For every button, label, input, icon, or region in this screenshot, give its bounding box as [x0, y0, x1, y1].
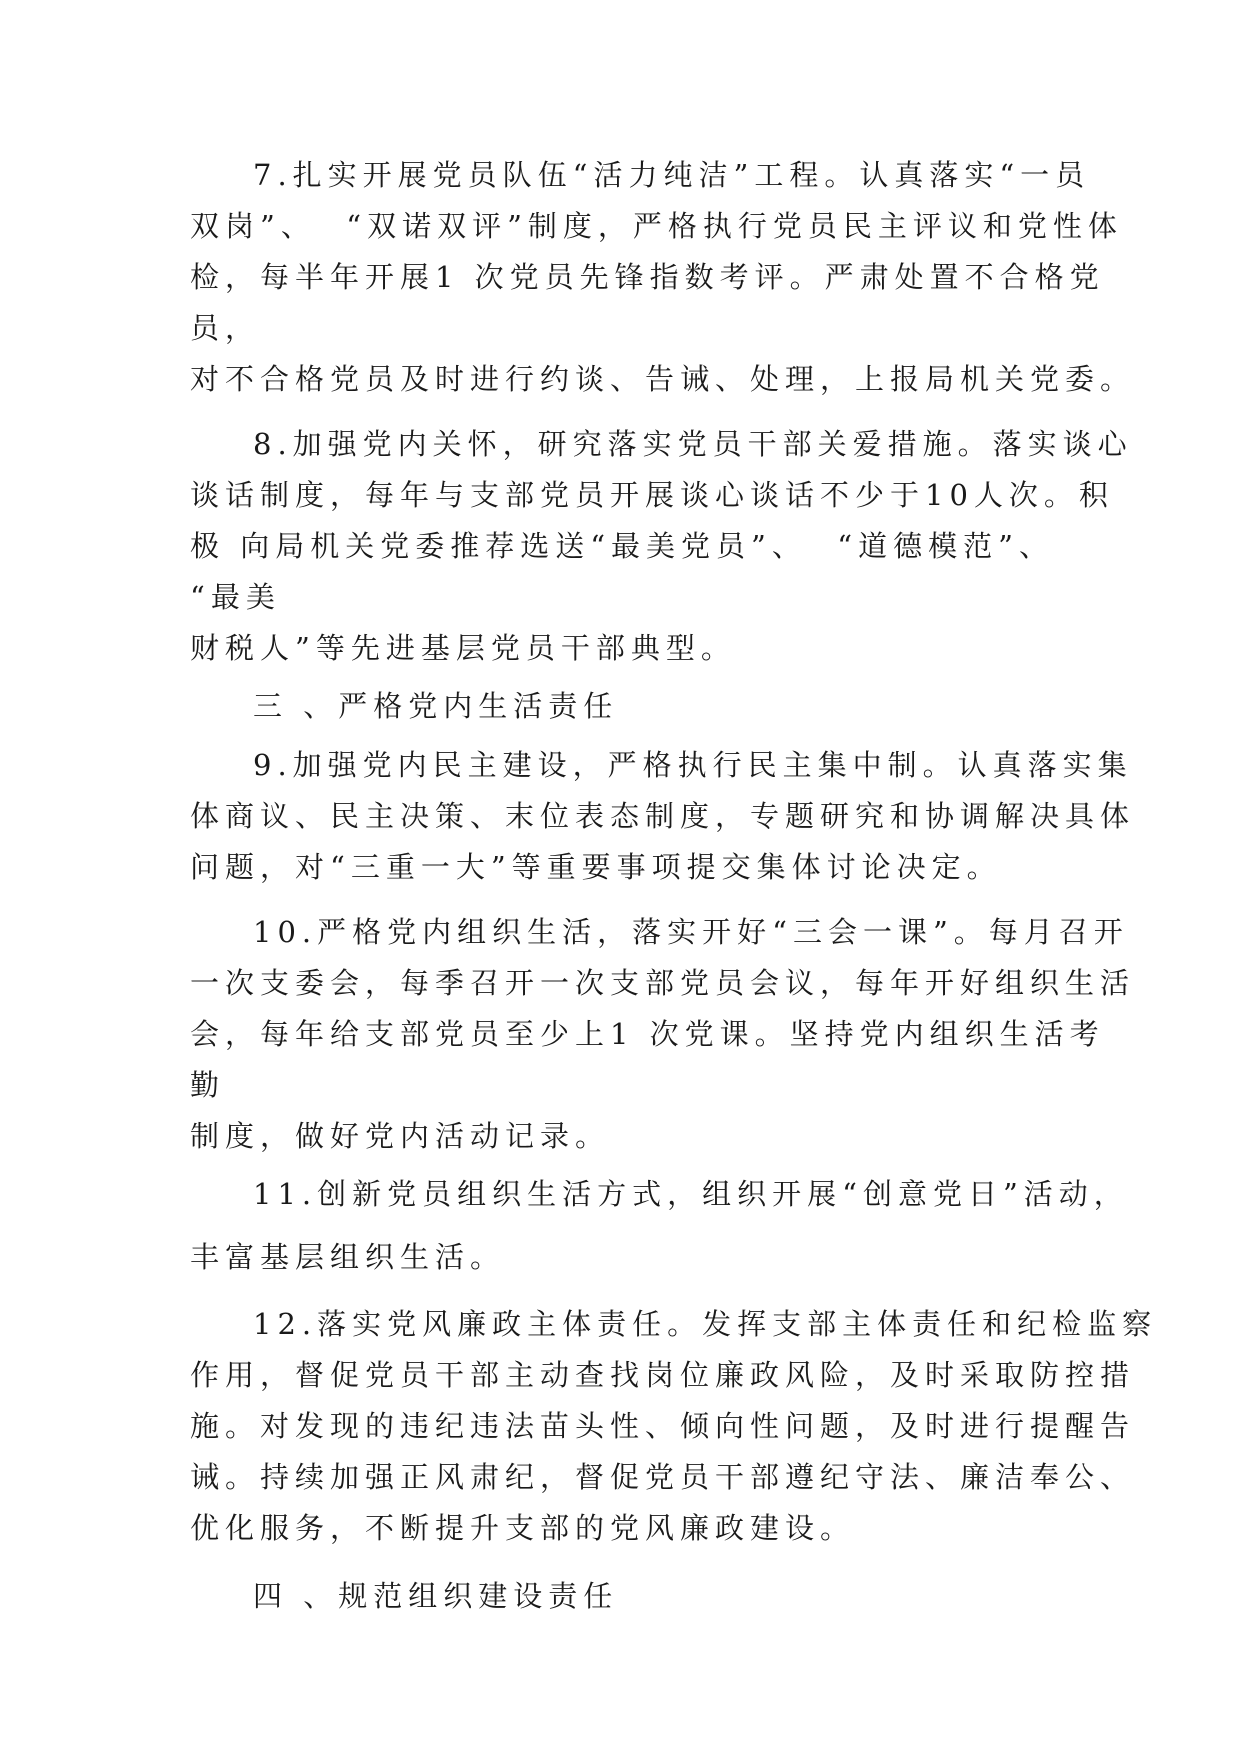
paragraph-9-line-3: 问题，对“三重一大”等重要事项提交集体讨论决定。 [190, 850, 1002, 884]
paragraph-9-line-1: 9.加强党内民主建设，严格执行民主集中制。认真落实集 [253, 748, 1133, 782]
paragraph-7-line-2: 双岗”、 “双诺双评”制度，严格执行党员民主评议和党性体 [190, 209, 1123, 243]
paragraph-8-line-3: 极 向局机关党委推荐选送“最美党员”、 “道德模范”、 [190, 529, 1054, 563]
paragraph-10-line-5: 制度，做好党内活动记录。 [190, 1119, 611, 1153]
paragraph-8-line-1: 8.加强党内关怀，研究落实党员干部关爱措施。落实谈心 [253, 427, 1133, 461]
paragraph-12-line-5: 优化服务，不断提升支部的党风廉政建设。 [190, 1511, 856, 1545]
paragraph-7-line-4: 员， [190, 311, 261, 345]
paragraph-8-line-5: 财税人”等先进基层党员干部典型。 [190, 631, 736, 665]
paragraph-10-line-4: 勤 [190, 1068, 226, 1102]
paragraph-8-line-2: 谈话制度，每年与支部党员开展谈心谈话不少于10人次。积 [190, 478, 1114, 512]
paragraph-9-line-2: 体商议、民主决策、末位表态制度，专题研究和协调解决具体 [190, 799, 1136, 833]
paragraph-8-line-4: “最美 [190, 580, 281, 614]
paragraph-12-line-3: 施。对发现的违纪违法苗头性、倾向性问题，及时进行提醒告 [190, 1409, 1136, 1443]
paragraph-12-line-1: 12.落实党风廉政主体责任。发挥支部主体责任和纪检监察 [253, 1307, 1158, 1341]
paragraph-7-line-5: 对不合格党员及时进行约谈、告诫、处理，上报局机关党委。 [190, 362, 1136, 396]
paragraph-10-line-3: 会，每年给支部党员至少上1 次党课。坚持党内组织生活考 [190, 1017, 1105, 1051]
section-heading-4: 四 、规范组织建设责任 [253, 1579, 619, 1613]
paragraph-7-line-3: 检，每半年开展1 次党员先锋指数考评。严肃处置不合格党 [190, 260, 1105, 294]
paragraph-12-line-2: 作用，督促党员干部主动查找岗位廉政风险，及时采取防控措 [190, 1358, 1136, 1392]
paragraph-10-line-2: 一次支委会，每季召开一次支部党员会议，每年开好组织生活 [190, 966, 1136, 1000]
paragraph-11-line-2: 丰富基层组织生活。 [190, 1240, 506, 1274]
section-heading-3: 三 、严格党内生活责任 [253, 689, 619, 723]
paragraph-11-line-1: 11.创新党员组织生活方式，组织开展“创意党日”活动， [253, 1177, 1129, 1211]
paragraph-10-line-1: 10.严格党内组织生活，落实开好“三会一课”。每月召开 [253, 915, 1129, 949]
paragraph-7-line-1: 7.扎实开展党员队伍“活力纯洁”工程。认真落实“一员 [253, 158, 1091, 192]
paragraph-12-line-4: 诫。持续加强正风肃纪，督促党员干部遵纪守法、廉洁奉公、 [190, 1460, 1136, 1494]
